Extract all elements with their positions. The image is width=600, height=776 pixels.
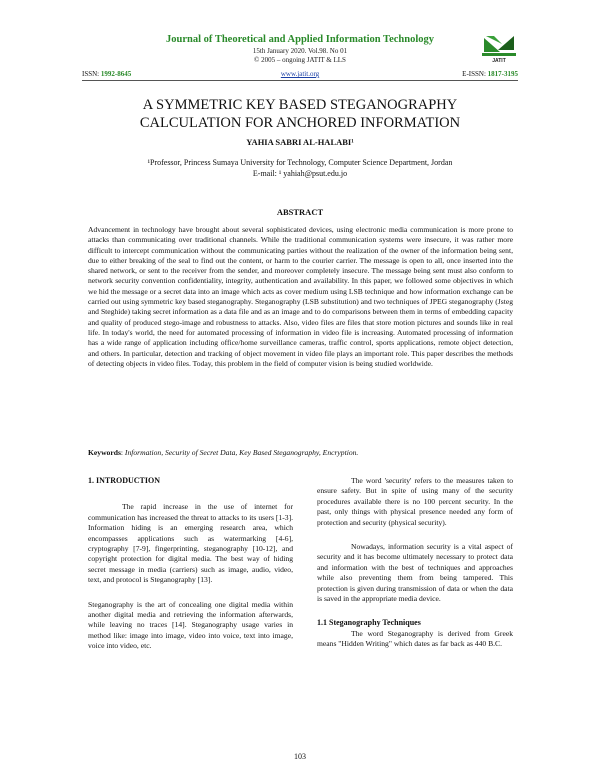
paragraph: Steganography is the art of concealing one digital media within another digital media and retrieving the information afterwards, while leaving no traces [14]. Steganography usage varies in method like: image into image, video into voice, text into image, voice into video, etc. bbox=[88, 599, 293, 651]
paragraph: The word Steganography is derived from Greek means "Hidden Writing" which dates as far back as 440 B.C. bbox=[317, 628, 513, 649]
journal-issue: 15th January 2020. Vol.98. No 01 bbox=[252, 47, 348, 55]
eissn: E-ISSN: 1817-3195 bbox=[462, 70, 518, 78]
page-number: 103 bbox=[294, 752, 306, 761]
left-column bbox=[88, 476, 293, 652]
paragraph: Nowadays, information security is a vital aspect of security and it has become ultimately necessary to protect data and information with the best of techniques and approaches while also preventing them from being tampered. This protection is given during transmission of data or when the data is saved in the appropriate media device. bbox=[317, 542, 513, 604]
section-heading-introduction: 1. INTRODUCTION bbox=[88, 476, 161, 485]
issn: ISSN: 1992-8645 bbox=[82, 70, 132, 78]
header-rule bbox=[82, 80, 518, 81]
journal-url-container bbox=[82, 70, 518, 78]
logo-text: JATIT bbox=[492, 58, 506, 64]
journal-url-link[interactable]: www.jatit.org bbox=[280, 70, 320, 78]
paper-author: YAHIA SABRI AL-HALABI¹ bbox=[246, 137, 354, 147]
section-heading-steganography-techniques: 1.1 Steganography Techniques bbox=[317, 618, 421, 628]
abstract-text: Advancement in technology have brought about several sophisticated devices, using electronic media communication is more prone to attacks than communicating over traditional channels. While the traditional communication systems were insecure, it was rather more difficult to intercept communication without the communicating parties without the realization of the owner of the information being sent, due to either breaking of the seal to find out the content, or harm to the courier carrier. The message is open to all, once inserted into the shared network, or sent to the receiver from the sender, and moreover completely insecure. The message being sent must also conform to network security convention confidentiality, integrity, authentication and availability. In this paper, we followed some objectives in which we hid the message or a secret data into an image which acts as cover medium using LSB technique and how information exchange can be carried out using symmetric key based steganography. Steganography (LSB substitution) and two techniques of JPEG steganography (Jsteg and Steghide) taking secret information as a data file and as an image and to do comparisons between them in terms of embedding capacity and quality of produced stego-image and robustness to attacks. Also, video files are files that store motion pictures and sounds like in real life. In today's world, the need for automated processing of information in video file is increasing. Automated processing of information has a wide range of application including office/home surveillance cameras, traffic control, sports applications, remote object detection, and others. In particular, detection and tracking of object movement in video file plays an important role. This paper describes the methods of detecting objects in video files. Today, this problem in the field of computer vision is being studied worldwide. bbox=[88, 225, 513, 368]
issn-row bbox=[82, 70, 518, 80]
right-column bbox=[317, 476, 513, 650]
abstract-heading: ABSTRACT bbox=[276, 207, 324, 217]
journal-copyright: © 2005 – ongoing JATIT & LLS bbox=[254, 56, 346, 64]
keywords: Keywords: Information, Security of Secret Data, Key Based Steganography, Encryption. bbox=[88, 448, 359, 457]
author-email: E-mail: ¹ yahiah@psut.edu.jo bbox=[252, 168, 348, 178]
paper-title: A SYMMETRIC KEY BASED STEGANOGRAPHY CALCULATION FOR ANCHORED INFORMATION bbox=[139, 97, 461, 131]
author-affiliation: ¹Professor, Princess Sumaya University for Technology, Computer Science Department, Jordan E-mail: ¹ yahiah@psut.edu.jo bbox=[0, 158, 600, 179]
paragraph: The word 'security' refers to the measures taken to ensure safety. But in spite of using many of the security procedures available there is no 100 percent security. In the past, only things with physical presence needed any form of protection and security (physical security). bbox=[317, 476, 513, 527]
paragraph: The rapid increase in the use of internet for communication has increased the threat to attacks to its users [1-3]. Information hiding is an emerging research area, which encompasses applications such as watermarking [4-6], cryptography [7-9], fingerprinting, steganography [10-12], and copyright protection for digital media. The best way of hiding secret message in media (carriers) such as image, audio, video, text, and protocol is Steganography [13]. bbox=[88, 502, 293, 585]
journal-title: Journal of Theoretical and Applied Information Technology bbox=[166, 34, 434, 45]
